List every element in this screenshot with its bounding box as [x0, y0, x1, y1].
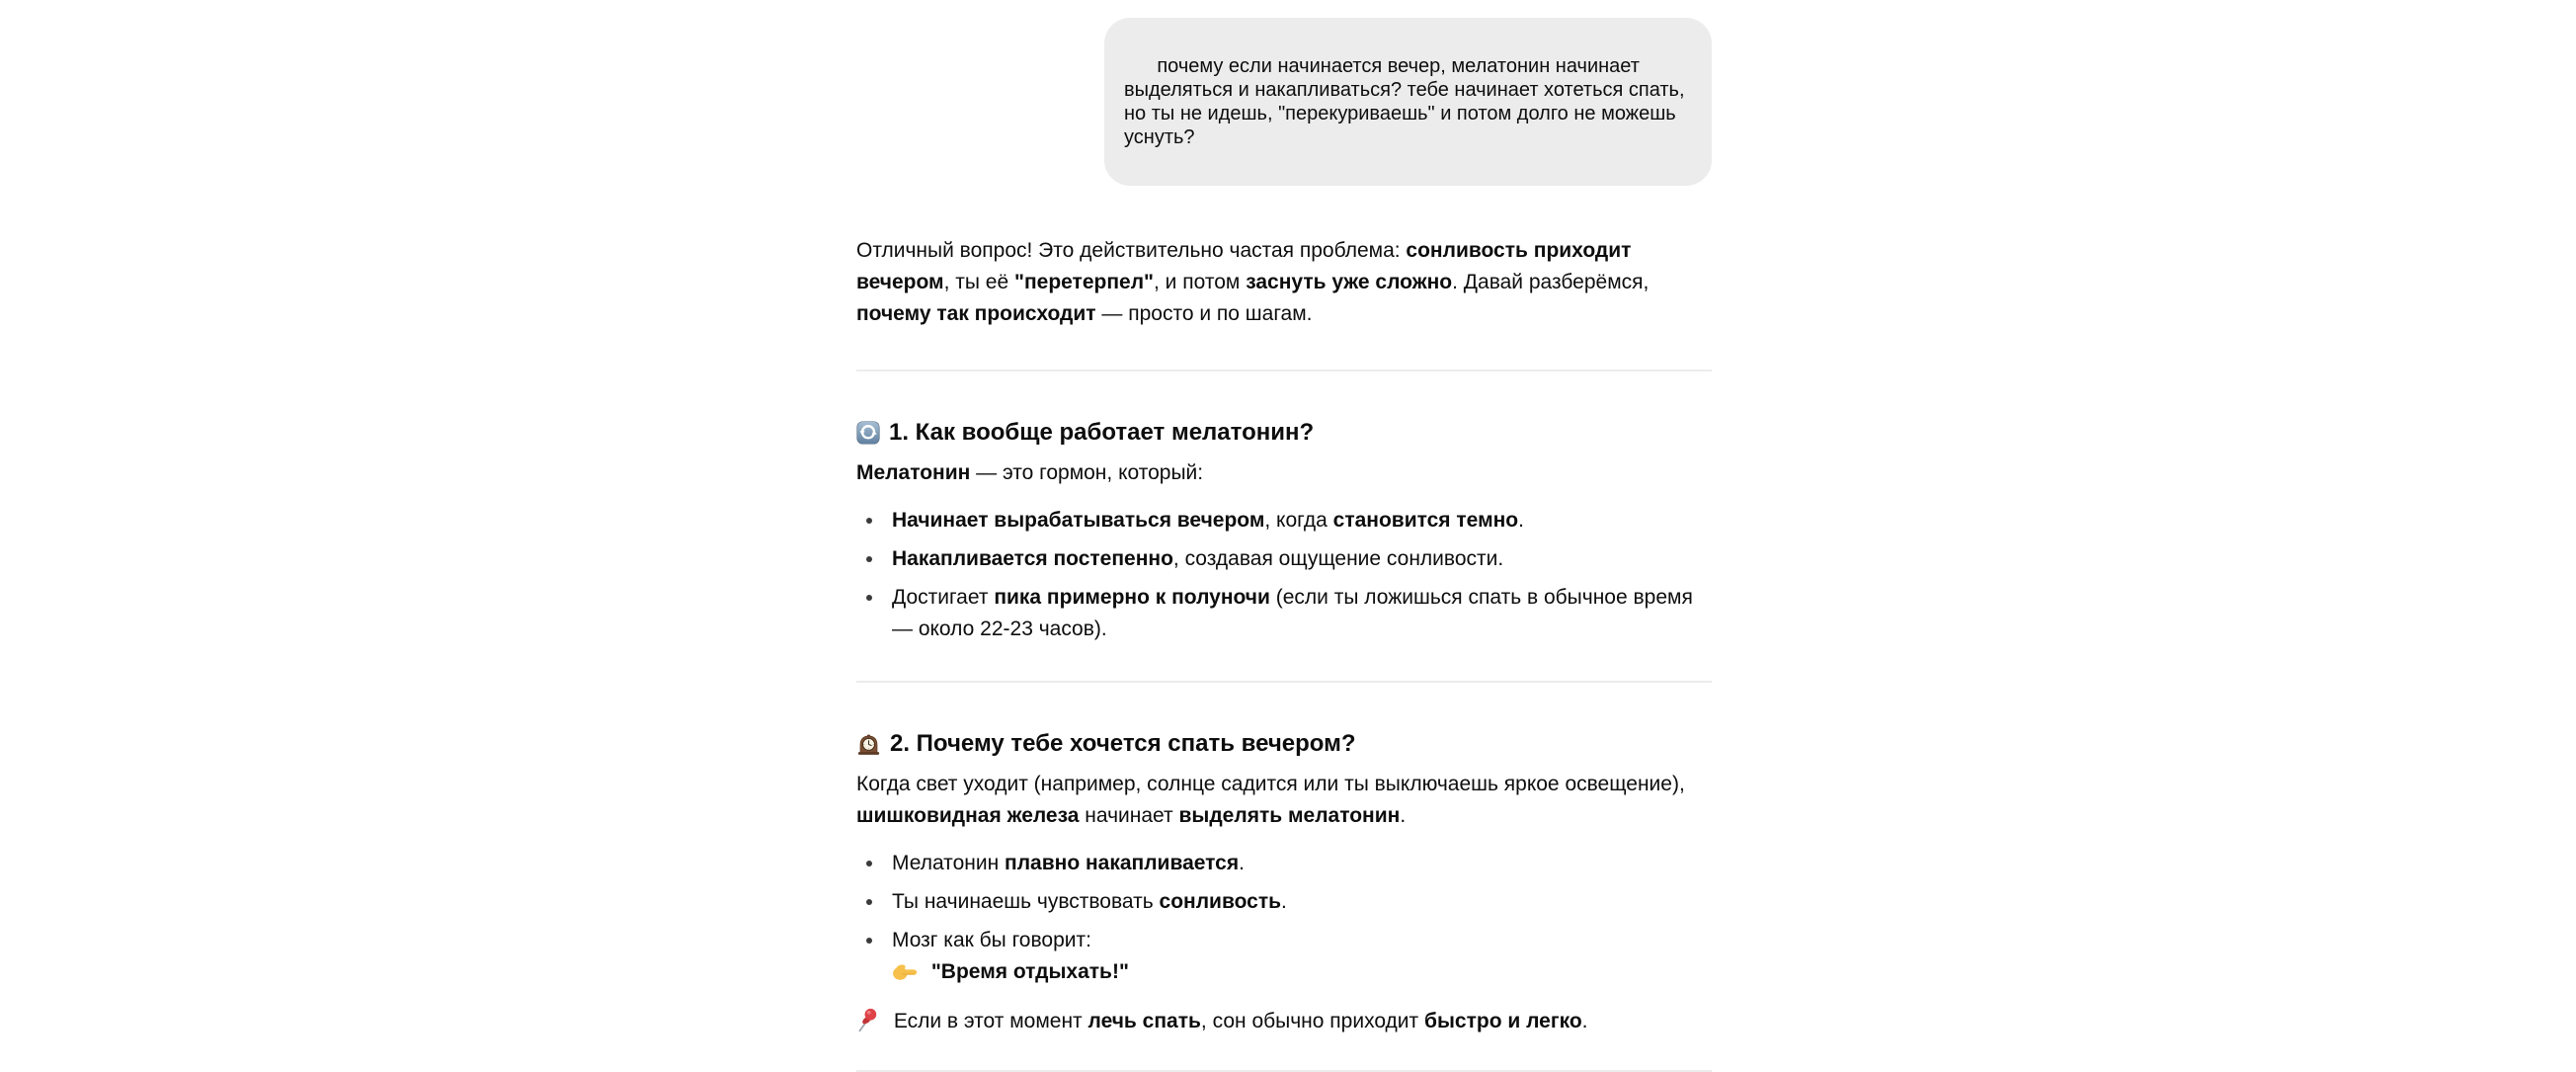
text-run: выделять мелатонин: [1178, 804, 1401, 827]
text-run: .: [1518, 509, 1524, 532]
text-run: .: [1281, 890, 1287, 913]
text-run: шишковидная железа: [856, 804, 1080, 827]
list-item: [892, 582, 1712, 645]
pin-note-text: [894, 1010, 1588, 1032]
user-message-row: [856, 18, 1712, 186]
text-run: .: [1400, 804, 1407, 827]
brain-quote: [931, 960, 1129, 983]
intro-paragraph: [856, 235, 1712, 330]
text-run: становится темно: [1332, 509, 1519, 532]
text-run: плавно накапливается: [1005, 852, 1240, 874]
section1-list: [856, 505, 1712, 645]
pushpin-emoji: [856, 1007, 878, 1032]
text-run: Отличный вопрос! Это действительно частая проблема:: [856, 239, 1407, 262]
list-item: [892, 543, 1712, 575]
text-run: пика примерно к полуночи: [994, 586, 1270, 609]
text-run: Мелатонин: [856, 461, 971, 484]
user-message-bubble: [1104, 18, 1712, 186]
conversation: [856, 0, 1712, 1072]
text-run: Мозг как бы говорит:: [892, 929, 1091, 951]
section2-lead: [856, 769, 1712, 832]
text-run: .: [1239, 852, 1245, 874]
text-run: . Давай разберёмся,: [1452, 271, 1650, 293]
text-run: , когда: [1264, 509, 1333, 532]
text-run: Накапливается постепенно: [892, 547, 1173, 570]
text-run: быстро и легко: [1424, 1010, 1582, 1032]
section2-heading: [856, 727, 1712, 761]
list-item-line1: [892, 929, 1091, 951]
list-item: [892, 886, 1712, 918]
text-run: , сон обычно приходит: [1200, 1010, 1424, 1032]
text-run: начинает: [1079, 804, 1179, 827]
assistant-message: [856, 235, 1712, 1072]
text-run: , создавая ощущение сонливости.: [1172, 547, 1504, 570]
text-run: Начинает вырабатываться вечером: [892, 509, 1265, 532]
pin-note: [856, 1006, 1712, 1037]
list-item: [892, 505, 1712, 536]
text-run: сонливость: [1159, 890, 1282, 913]
text-run: — просто и по шагам.: [1095, 302, 1313, 325]
section2-list: [856, 848, 1712, 988]
text-run: Когда свет уходит (например, солнце садится или ты выключаешь яркое освещение),: [856, 773, 1685, 795]
section-divider: [856, 370, 1712, 371]
pointing-right-emoji: [892, 961, 918, 982]
list-item: [892, 925, 1712, 988]
mantelpiece-clock-emoji: [856, 732, 881, 756]
text-run: — это гормон, который:: [970, 461, 1204, 484]
text-run: , ты её: [943, 271, 1014, 293]
section1-lead: [856, 457, 1712, 489]
text-run: заснуть уже сложно: [1246, 271, 1453, 293]
text-run: Мелатонин: [892, 852, 1006, 874]
text-run: Достигает: [892, 586, 995, 609]
text-run: "перетерпел": [1014, 271, 1155, 293]
section1-heading: [856, 416, 1712, 450]
text-run: Если в этот момент: [893, 1010, 1088, 1032]
text-run: сонливость приходит вечером: [856, 239, 1632, 293]
text-run: "Время отдыхать!": [930, 960, 1129, 983]
list-item: [892, 848, 1712, 879]
section-divider: [856, 681, 1712, 683]
user-message-text: почему если начинается вечер, мелатонин начинает выделяться и накапливаться? тебе начинает хотеться спать, но ты не идешь, "перекуриваешь" и потом долго не можешь уснуть?: [1124, 55, 1691, 148]
section2-heading-text: 2. Почему тебе хочется спать вечером?: [890, 730, 1356, 757]
text-run: (если ты ложишься спать в обычное время — около 22-23 часов).: [892, 586, 1693, 640]
text-run: Ты начинаешь чувствовать: [892, 890, 1160, 913]
text-run: .: [1581, 1010, 1588, 1032]
section1-heading-text: 1. Как вообще работает мелатонин?: [889, 419, 1315, 446]
counterclockwise-arrows-emoji: [856, 421, 880, 445]
text-run: , и потом: [1154, 271, 1247, 293]
text-run: почему так происходит: [856, 302, 1096, 325]
text-run: лечь спать: [1087, 1010, 1201, 1032]
